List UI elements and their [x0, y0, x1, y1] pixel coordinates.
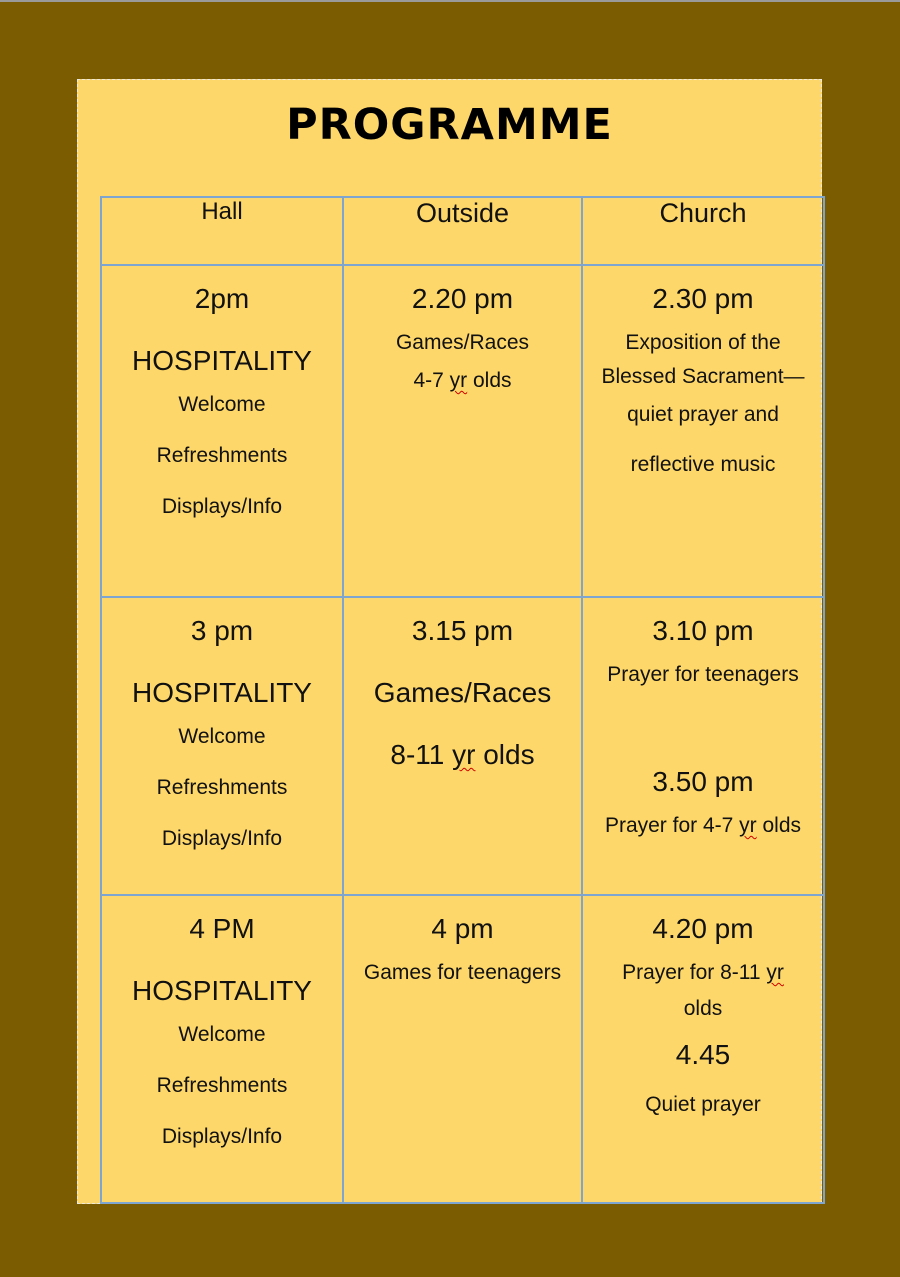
church-time: 4.20 pm — [652, 913, 754, 944]
church-cell — [582, 265, 824, 597]
hall-heading: HOSPITALITY — [132, 345, 312, 376]
programme-sheet — [77, 79, 822, 1204]
church-text: Quiet prayer — [645, 1093, 761, 1116]
hall-item: Displays/Info — [161, 827, 283, 850]
outside-activity: Games/Races — [373, 677, 552, 708]
outside-time: 2.20 pm — [411, 283, 514, 314]
outside-cell — [343, 265, 582, 597]
outside-cell — [343, 895, 582, 1203]
hall-heading: HOSPITALITY — [132, 677, 312, 708]
hall-item: Welcome — [178, 393, 266, 416]
hall-item: Refreshments — [156, 776, 288, 799]
church-text: Exposition of the — [625, 331, 781, 354]
page-title: PROGRAMME — [286, 100, 613, 150]
church-cell — [582, 895, 824, 1203]
column-header-outside: Outside — [343, 197, 582, 265]
hall-item: Welcome — [178, 1023, 266, 1046]
church-text: Prayer for teenagers — [607, 663, 799, 686]
table-row — [101, 895, 824, 1203]
outside-age-group: 8-11 yr olds — [390, 739, 535, 770]
outside-activity: Games/Races — [395, 331, 530, 354]
hall-time: 4 PM — [189, 913, 255, 944]
hall-cell — [101, 895, 343, 1203]
column-header-church: Church — [582, 197, 824, 265]
outside-activity: Games for teenagers — [363, 961, 562, 984]
church-text: reflective music — [630, 453, 776, 476]
church-time: 3.10 pm — [652, 615, 754, 646]
hall-heading: HOSPITALITY — [132, 975, 312, 1006]
hall-item: Welcome — [178, 725, 266, 748]
top-edge-line — [0, 0, 900, 2]
church-text: Prayer for 4-7 yr olds — [604, 814, 802, 837]
church-text: quiet prayer and — [627, 403, 779, 426]
hall-item: Refreshments — [156, 1074, 288, 1097]
hall-cell — [101, 265, 343, 597]
column-header-hall: Hall — [101, 197, 343, 265]
hall-time: 2pm — [194, 283, 250, 314]
outside-time: 3.15 pm — [411, 615, 514, 646]
table-row — [101, 597, 824, 895]
church-text: Blessed Sacrament— — [601, 365, 805, 388]
church-time: 2.30 pm — [652, 283, 754, 314]
hall-item: Refreshments — [156, 444, 288, 467]
table-row — [101, 265, 824, 597]
hall-item: Displays/Info — [161, 495, 283, 518]
outside-cell — [343, 597, 582, 895]
programme-table — [100, 196, 825, 1204]
church-text: olds — [683, 997, 723, 1020]
hall-item: Displays/Info — [161, 1125, 283, 1148]
church-time: 4.45 — [675, 1039, 731, 1070]
church-text: Prayer for 8-11 yr — [622, 961, 784, 984]
header-row — [101, 197, 824, 265]
outside-time: 4 pm — [431, 913, 494, 944]
church-time: 3.50 pm — [652, 766, 754, 797]
church-cell — [582, 597, 824, 895]
hall-cell — [101, 597, 343, 895]
hall-time: 3 pm — [190, 615, 254, 646]
outside-age-group: 4-7 yr olds — [413, 369, 512, 392]
